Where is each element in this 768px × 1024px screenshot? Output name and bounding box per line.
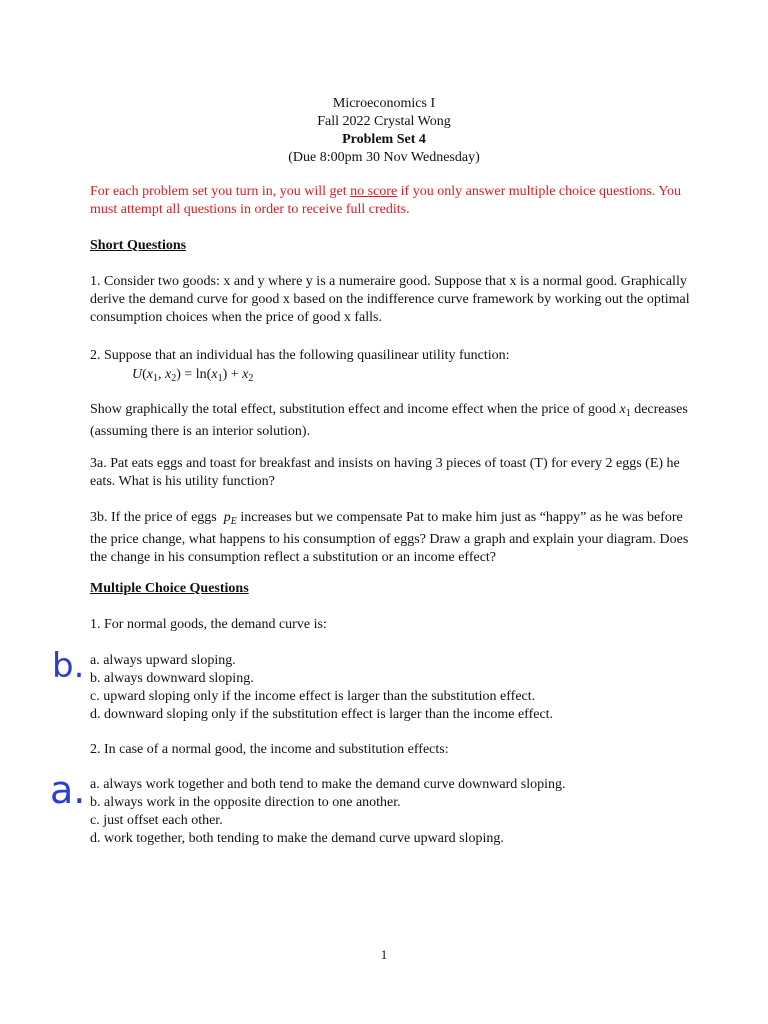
notice-emphasis: no score: [350, 184, 398, 199]
page-number: 1: [380, 947, 388, 962]
short-question-3a: 3a. Pat eats eggs and toast for breakfast and insists on having 3 pieces of toast (T) for every 2 eggs (E) he eats. What is his utility function?: [90, 456, 680, 489]
document-header: [0, 95, 768, 167]
course-name: Microeconomics I: [332, 96, 436, 111]
utility-formula: $U(x_1$, $x_2) = \ln(x_1) + x_2$: [132, 367, 254, 384]
mc1-option-b: b. always downward sloping.: [90, 671, 254, 686]
mc1-option-a: a. always upward sloping.: [90, 653, 236, 668]
q3b-end-text: increases but we compensate Pat to make him just as “happy” as he was before the price change, what happens to his consumption of eggs? Draw a graph and explain your diagram. Does the change in his consumption reflect a substitution or an income effect?: [90, 510, 689, 565]
mc2-option-a: a. always work together and both tend to make the demand curve downward sloping.: [90, 777, 566, 792]
short-question-2-intro: 2. Suppose that an individual has the following quasilinear utility function:: [90, 348, 510, 363]
mc-question-1: 1. For normal goods, the demand curve is:: [90, 617, 327, 632]
scoring-notice: [90, 183, 690, 219]
mc2-option-c: c. just offset each other.: [90, 813, 223, 828]
short-question-1: 1. Consider two goods: x and y where y is a numeraire good. Suppose that x is a normal good. Graphically derive the demand curve for good x based on the indifference curve framework by working out the optimal consumption choices when the price of good x falls.: [90, 274, 690, 325]
mc-question-2-options: [90, 776, 690, 848]
q3b-start-text: 3b. If the price of eggs: [90, 510, 217, 525]
notice-text-2: if you only answer multiple choice questions. You must attempt all questions in order to receive full credits.: [90, 184, 682, 217]
mc2-option-b: b. always work in the opposite direction to one another.: [90, 795, 401, 810]
short-question-2-body: Show graphically the total effect, substitution effect and income effect when the price of good $x_1$ decreases (assuming there is an interior solution).: [90, 402, 688, 439]
mc2-option-d: d. work together, both tending to make the demand curve upward sloping.: [90, 831, 504, 846]
handwritten-answer-1: b.: [52, 646, 85, 686]
handwritten-answer-2: a.: [50, 768, 86, 812]
mc1-option-c: c. upward sloping only if the income effect is larger than the substitution effect.: [90, 689, 536, 704]
mc1-option-d: d. downward sloping only if the substitution effect is larger than the income effect.: [90, 707, 554, 722]
term-instructor: Fall 2022 Crystal Wong: [317, 114, 451, 129]
due-date: (Due 8:00pm 30 Nov Wednesday): [288, 150, 480, 165]
document-title: Problem Set 4: [342, 132, 426, 147]
mc-question-2: 2. In case of a normal good, the income and substitution effects:: [90, 742, 449, 757]
notice-text-1: For each problem set you turn in, you will get: [90, 184, 351, 199]
short-questions-heading: Short Questions: [90, 238, 187, 253]
q2-tail-text: decreases (assuming there is an interior solution).: [90, 402, 688, 439]
short-question-3b: 3b. If the price of eggs $p_E$ increases but we compensate Pat to make him just as “happy” as he was before the price change, what happens to his consumption of eggs? Draw a graph and explain your diagram. Does the change in his consumption reflect a substitution or an income effect?: [90, 510, 689, 565]
q2-body-text: Show graphically the total effect, substitution effect and income effect when the price of good: [90, 402, 616, 417]
mc-question-1-options: [90, 652, 690, 724]
multiple-choice-heading: Multiple Choice Questions: [90, 581, 249, 596]
